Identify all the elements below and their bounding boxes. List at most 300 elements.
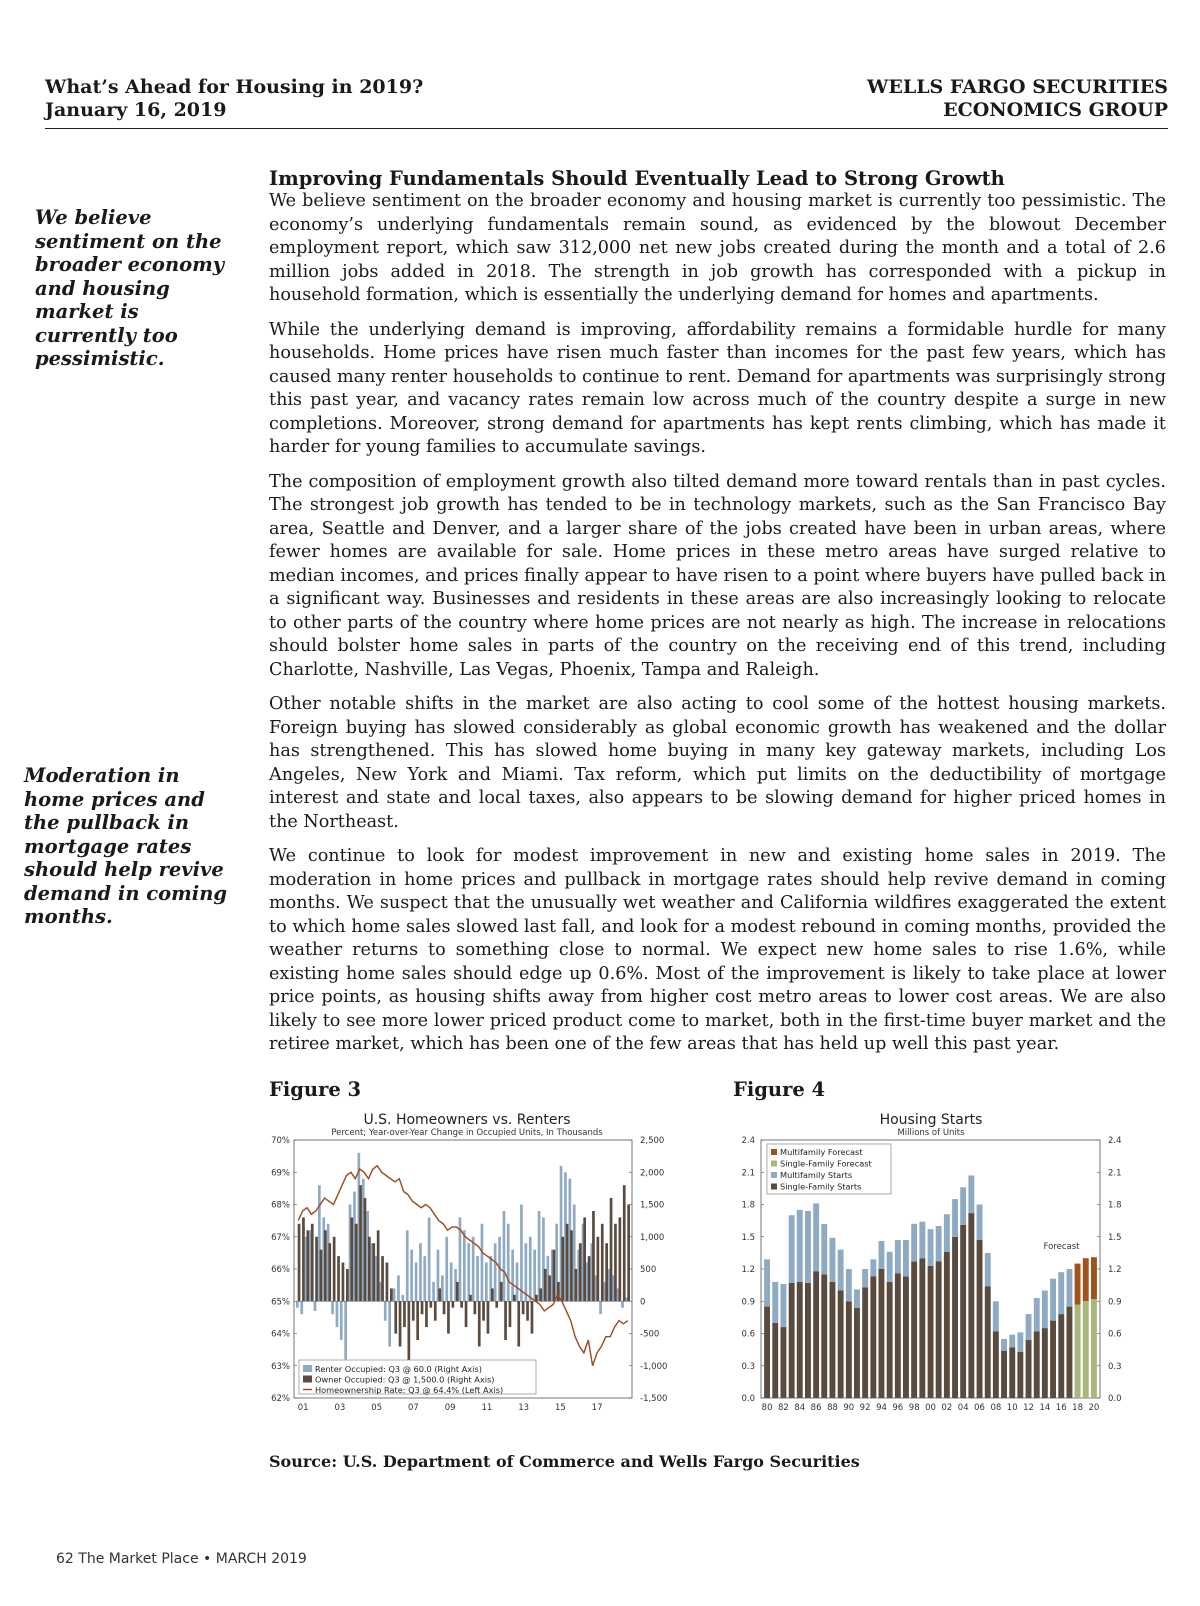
renter-bar: [450, 1263, 453, 1302]
multifamily-bar: [854, 1289, 860, 1307]
chart-title: U.S. Homeowners vs. Renters: [363, 1112, 571, 1128]
single-family-forecast-bar: [1083, 1301, 1089, 1398]
owner-bar: [302, 1217, 305, 1301]
renter-bar: [472, 1237, 475, 1302]
owner-bar: [342, 1263, 345, 1302]
right-axis-tick: 2.1: [1108, 1168, 1122, 1179]
single-family-bar: [903, 1277, 909, 1399]
single-family-bar: [772, 1323, 778, 1398]
single-family-bar: [1009, 1348, 1015, 1399]
single-family-bar: [936, 1262, 942, 1399]
renter-bar: [467, 1243, 470, 1301]
owner-bar: [399, 1301, 402, 1346]
single-family-bar: [846, 1301, 852, 1398]
multifamily-bar: [838, 1250, 844, 1291]
x-axis-tick: 02: [941, 1403, 953, 1413]
multifamily-bar: [789, 1215, 795, 1283]
owner-bar: [456, 1282, 459, 1301]
running-header-left: [45, 76, 423, 122]
owner-bar: [307, 1230, 310, 1301]
paragraph: Other notable shifts in the market are also acting to cool some of the hottest housing markets. Foreign buying has slowed considerably as global economic growth has weakened and the dollar has strengthened. This has slowed home buying in many key gateway markets, including Los Angeles, New York and Miami. Tax reform, which put limits on the deductibility of mortgage interest and state and local taxes, also appears to be slowing demand for higher priced homes in the Northeast.: [269, 694, 1166, 832]
x-axis-tick: 82: [777, 1403, 789, 1413]
x-axis-tick: 14: [1039, 1403, 1051, 1413]
right-axis-tick: 500: [640, 1265, 657, 1275]
paragraph: While the underlying demand is improving, affordability remains a formidable hurdle for many households. Home prices have risen much faster than incomes for the past few years, which has caused many renter households to continue to rent. Demand for apartments was surprisingly strong this past year, and vacancy rates remain low across much of the country despite a surge in new completions. Moreover, strong demand for apartments has kept rents climbing, which has made it harder for young families to accumulate savings.: [269, 319, 1166, 457]
right-axis-tick: 0.3: [1108, 1361, 1122, 1372]
right-axis-tick: -1,000: [640, 1361, 668, 1372]
multifamily-bar: [821, 1224, 827, 1275]
owner-bar: [579, 1243, 582, 1301]
owner-bar: [548, 1275, 551, 1301]
renter-bar: [296, 1301, 299, 1307]
x-axis-tick: 20: [1088, 1403, 1100, 1413]
multifamily-bar: [1026, 1314, 1032, 1340]
x-axis-tick: 04: [957, 1403, 969, 1413]
multifamily-bar: [944, 1214, 950, 1252]
owner-bar: [522, 1301, 525, 1314]
issue-date: MARCH 2019: [215, 1551, 307, 1567]
publication-name: The Market Place: [78, 1551, 199, 1567]
owner-bar: [434, 1301, 437, 1320]
left-axis-tick: 2.1: [741, 1168, 755, 1179]
renter-bar: [538, 1211, 541, 1301]
right-axis-tick: 1,000: [640, 1232, 665, 1243]
multifamily-bar: [968, 1176, 974, 1214]
left-axis-tick: 65%: [271, 1297, 290, 1308]
x-axis-tick: 05: [371, 1403, 383, 1413]
renter-bar: [397, 1275, 400, 1301]
renter-bar: [511, 1250, 514, 1302]
owner-bar: [627, 1205, 630, 1302]
owner-bar: [372, 1243, 375, 1301]
owner-bar: [298, 1224, 301, 1301]
renter-bar: [441, 1275, 444, 1301]
right-axis-tick: 2,000: [640, 1168, 665, 1179]
right-axis-tick: 0.0: [1108, 1394, 1122, 1404]
owner-bar: [359, 1185, 362, 1301]
owner-bar: [474, 1301, 477, 1314]
x-axis-tick: 13: [518, 1403, 530, 1413]
renter-bar: [481, 1224, 484, 1301]
running-header-right: [867, 76, 1168, 122]
housing-starts-chart: [725, 1110, 1165, 1440]
paragraph: We believe sentiment on the broader economy and housing market is currently too pessimistic. The economy’s underlying fundamentals remain sound, as evidenced by the blowout December employment report, which saw 312,000 net new jobs created during the month and a total of 2.6 million jobs added in 2018. The strength in job growth has corresponded with a pickup in household formation, which is essentially the underlying demand for homes and apartments.: [269, 191, 1166, 305]
left-axis-tick: 67%: [271, 1232, 290, 1243]
multifamily-bar: [887, 1252, 893, 1282]
multifamily-bar: [870, 1259, 876, 1276]
multifamily-bar: [977, 1205, 983, 1241]
legend-swatch: [771, 1161, 777, 1167]
right-axis-tick: 1.5: [1108, 1232, 1122, 1243]
section-heading: Improving Fundamentals Should Eventually Lead to Strong Growth: [269, 167, 1005, 190]
right-axis-tick: 0.9: [1108, 1297, 1122, 1308]
renter-bar: [419, 1243, 422, 1301]
multifamily-bar: [813, 1203, 819, 1271]
owner-bar: [355, 1224, 358, 1301]
single-family-bar: [960, 1225, 966, 1398]
x-axis-tick: 10: [1006, 1403, 1018, 1413]
multifamily-bar: [772, 1282, 778, 1323]
renter-bar: [331, 1301, 334, 1314]
legend-swatch: [771, 1184, 777, 1190]
owner-bar: [597, 1237, 600, 1302]
owner-bar: [500, 1282, 503, 1301]
multifamily-bar: [1058, 1272, 1064, 1314]
single-family-bar: [928, 1266, 934, 1398]
x-axis-tick: 17: [591, 1403, 603, 1413]
legend-swatch: [771, 1172, 777, 1178]
x-axis-tick: 08: [990, 1403, 1002, 1413]
renter-bar: [507, 1224, 510, 1301]
renter-bar: [300, 1301, 303, 1314]
owner-bar: [619, 1217, 622, 1301]
owner-bar: [416, 1301, 419, 1340]
owner-bar: [610, 1198, 613, 1301]
multifamily-bar: [936, 1226, 942, 1262]
owner-bar: [386, 1263, 389, 1302]
x-axis-tick: 80: [761, 1403, 773, 1413]
single-family-bar: [944, 1252, 950, 1398]
renter-bar: [388, 1301, 391, 1346]
multifamily-bar: [895, 1240, 901, 1273]
single-family-bar: [1050, 1321, 1056, 1398]
left-axis-tick: 1.5: [741, 1232, 755, 1243]
left-axis-tick: 64%: [271, 1329, 290, 1340]
single-family-bar: [911, 1262, 917, 1399]
renter-bar: [428, 1217, 431, 1301]
single-family-bar: [985, 1286, 991, 1398]
single-family-forecast-bar: [1091, 1299, 1097, 1398]
single-family-bar: [1017, 1352, 1023, 1398]
renter-bar: [525, 1243, 528, 1301]
x-axis-tick: 86: [810, 1403, 822, 1413]
multifamily-bar: [928, 1229, 934, 1266]
single-family-bar: [919, 1258, 925, 1398]
article-body: [269, 168, 1166, 1068]
renter-bar: [520, 1205, 523, 1302]
x-axis-tick: 18: [1072, 1403, 1084, 1413]
legend-swatch: [771, 1149, 777, 1155]
owner-bar: [425, 1301, 428, 1327]
single-family-bar: [977, 1240, 983, 1398]
owner-bar: [430, 1301, 433, 1307]
owner-bar: [364, 1198, 367, 1301]
multifamily-bar: [903, 1240, 909, 1277]
renter-bar: [476, 1256, 479, 1301]
multifamily-bar: [1067, 1269, 1073, 1307]
single-family-bar: [1026, 1340, 1032, 1398]
multifamily-bar: [911, 1224, 917, 1262]
single-family-bar: [1042, 1328, 1048, 1398]
multifamily-bar: [985, 1253, 991, 1286]
owner-bar: [438, 1288, 441, 1301]
owner-bar: [469, 1295, 472, 1301]
owner-bar: [592, 1211, 595, 1301]
single-family-bar: [862, 1287, 868, 1398]
footer-bullet: •: [203, 1551, 212, 1567]
x-axis-tick: 12: [1023, 1403, 1034, 1413]
owner-bar: [553, 1250, 556, 1302]
single-family-bar: [838, 1291, 844, 1399]
multifamily-bar: [993, 1301, 999, 1331]
multifamily-bar: [952, 1199, 958, 1237]
renter-bar: [406, 1230, 409, 1301]
owner-bar: [381, 1256, 384, 1301]
x-axis-tick: 90: [843, 1403, 855, 1413]
multifamily-bar: [781, 1284, 787, 1327]
owner-bar: [315, 1237, 318, 1302]
page-footer: [56, 1551, 307, 1567]
owner-bar: [346, 1269, 349, 1301]
single-family-forecast-bar: [1075, 1305, 1081, 1399]
single-family-bar: [1034, 1331, 1040, 1398]
homeowners-renters-chart: [262, 1110, 687, 1440]
left-axis-tick: 2.4: [741, 1136, 755, 1146]
figure-4-label: Figure 4: [733, 1078, 826, 1101]
chart-title: Housing Starts: [879, 1112, 983, 1128]
single-family-bar: [1058, 1314, 1064, 1398]
renter-bar: [503, 1211, 506, 1301]
report-title: What’s Ahead for Housing in 2019?: [45, 76, 424, 98]
left-axis-tick: 62%: [271, 1394, 290, 1404]
figure-3-chart: [262, 1110, 687, 1440]
x-axis-tick: 94: [876, 1403, 887, 1413]
owner-bar: [526, 1301, 529, 1320]
multifamily-bar: [879, 1241, 885, 1269]
renter-bar: [423, 1256, 426, 1301]
chart-subtitle: Millions of Units: [897, 1128, 965, 1138]
multifamily-bar: [1009, 1335, 1015, 1348]
single-family-bar: [870, 1277, 876, 1399]
renter-bar: [340, 1301, 343, 1340]
owner-bar: [583, 1217, 586, 1301]
owner-bar: [394, 1301, 397, 1333]
owner-bar: [539, 1288, 542, 1301]
owner-bar: [311, 1224, 314, 1301]
owner-bar: [368, 1237, 371, 1302]
right-axis-tick: 0.6: [1108, 1329, 1122, 1340]
single-family-bar: [781, 1327, 787, 1398]
owner-bar: [333, 1237, 336, 1302]
renter-bar: [494, 1243, 497, 1301]
right-axis-tick: -500: [640, 1329, 660, 1340]
renter-bar: [432, 1282, 435, 1301]
owner-bar: [575, 1269, 578, 1301]
right-axis-tick: 0: [640, 1297, 646, 1308]
right-axis-tick: 1.8: [1108, 1200, 1122, 1211]
org-name: WELLS FARGO SECURITIES: [867, 76, 1168, 98]
x-axis-tick: 11: [481, 1403, 493, 1413]
owner-bar: [614, 1224, 617, 1301]
right-axis-tick: 2.4: [1108, 1136, 1122, 1146]
legend-label: Multifamily Forecast: [780, 1147, 863, 1157]
single-family-bar: [887, 1282, 893, 1398]
paragraph: We continue to look for modest improvement in new and existing home sales in 2019. The moderation in home prices and pullback in mortgage rates should help revive demand in coming months. We suspect that the unusually wet weather and California wildfires exaggerated the extent to which home sales slowed last fall, and look for a modest rebound in coming months, provided the weather returns to something close to normal. We expect new home sales to rise 1.6%, while existing home sales should edge up 0.6%. Most of the improvement is likely to take place at lower price points, as housing shifts away from higher cost metro areas to lower cost areas. We are also likely to see more lower priced product come to market, both in the first-time buyer market and the retiree market, which has been one of the few areas that has held up well this past year.: [269, 846, 1166, 1054]
single-family-bar: [952, 1237, 958, 1398]
legend-label: Homeownership Rate: Q3 @ 64.4% (Left Axis): [315, 1385, 504, 1395]
org-group: ECONOMICS GROUP: [943, 99, 1168, 121]
right-axis-tick: 1,500: [640, 1200, 665, 1211]
figure-3-label: Figure 3: [269, 1078, 362, 1101]
single-family-bar: [993, 1331, 999, 1398]
legend-label: Owner Occupied: Q3 @ 1,500.0 (Right Axis): [315, 1374, 495, 1385]
right-axis-tick: 2,500: [640, 1136, 665, 1146]
legend-label: Renter Occupied: Q3 @ 60.0 (Right Axis): [315, 1364, 482, 1374]
x-axis-tick: 16: [1055, 1403, 1067, 1413]
left-axis-tick: 66%: [271, 1265, 290, 1275]
owner-bar: [447, 1301, 450, 1333]
legend-swatch: [303, 1365, 312, 1372]
multifamily-forecast-bar: [1083, 1258, 1089, 1301]
left-axis-tick: 1.2: [741, 1265, 755, 1275]
owner-bar: [531, 1301, 534, 1333]
right-axis-tick: -1,500: [640, 1394, 668, 1404]
owner-bar: [328, 1243, 331, 1301]
owner-bar: [487, 1301, 490, 1333]
renter-bar: [393, 1288, 396, 1301]
owner-bar: [408, 1301, 411, 1366]
sidebar-pull-quote-2: Moderation in home prices and the pullback in mortgage rates should help revive demand in coming months.: [24, 764, 228, 928]
single-family-bar: [830, 1282, 836, 1398]
owner-bar: [465, 1301, 468, 1327]
x-axis-tick: 03: [334, 1403, 346, 1413]
multifamily-bar: [1042, 1291, 1048, 1329]
single-family-bar: [805, 1283, 811, 1398]
single-family-bar: [895, 1273, 901, 1398]
left-axis-tick: 0.6: [741, 1329, 755, 1340]
multifamily-bar: [862, 1269, 868, 1287]
single-family-bar: [789, 1283, 795, 1398]
sidebar-pull-quote-1: We believe sentiment on the broader economy and housing market is currently too pessimistic.: [35, 206, 225, 370]
left-axis-tick: 68%: [271, 1200, 290, 1211]
owner-bar: [491, 1288, 494, 1301]
left-axis-tick: 0.0: [741, 1394, 755, 1404]
renter-bar: [621, 1301, 624, 1307]
owner-bar: [421, 1301, 424, 1314]
multifamily-bar: [797, 1210, 803, 1282]
owner-bar: [517, 1301, 520, 1346]
renter-bar: [516, 1263, 519, 1302]
owner-bar: [570, 1230, 573, 1301]
owner-bar: [588, 1256, 591, 1301]
x-axis-tick: 84: [794, 1403, 806, 1413]
renter-bar: [529, 1237, 532, 1302]
multifamily-bar: [805, 1211, 811, 1283]
owner-bar: [443, 1301, 446, 1314]
single-family-bar: [764, 1307, 770, 1398]
owner-bar: [412, 1301, 415, 1320]
multifamily-bar: [1001, 1339, 1007, 1351]
x-axis-tick: 88: [827, 1403, 838, 1413]
legend-label: Single-Family Starts: [780, 1181, 862, 1192]
legend-label: Multifamily Starts: [780, 1170, 853, 1180]
owner-bar: [460, 1301, 463, 1307]
legend-label: Single-Family Forecast: [780, 1158, 872, 1169]
renter-bar: [445, 1237, 448, 1302]
owner-bar: [623, 1185, 626, 1301]
owner-bar: [452, 1301, 455, 1307]
single-family-bar: [821, 1274, 827, 1398]
multifamily-bar: [1017, 1332, 1023, 1351]
single-family-bar: [813, 1271, 819, 1398]
forecast-annotation: Forecast: [1043, 1241, 1080, 1252]
owner-bar: [478, 1301, 481, 1346]
multifamily-bar: [919, 1222, 925, 1259]
figure-4-chart: [725, 1110, 1165, 1440]
header-rule: [45, 128, 1168, 129]
renter-bar: [402, 1295, 405, 1301]
owner-bar: [566, 1224, 569, 1301]
renter-bar: [533, 1250, 536, 1302]
owner-bar: [495, 1301, 498, 1307]
multifamily-bar: [830, 1238, 836, 1282]
multifamily-bar: [1034, 1298, 1040, 1331]
x-axis-tick: 01: [297, 1403, 309, 1413]
left-axis-tick: 63%: [271, 1361, 290, 1372]
multifamily-forecast-bar: [1091, 1257, 1097, 1299]
renter-bar: [344, 1301, 347, 1359]
chart-subtitle: Percent; Year-over-Year Change in Occupied Units, In Thousands: [331, 1128, 603, 1138]
x-axis-tick: 96: [892, 1403, 904, 1413]
left-axis-tick: 0.9: [741, 1297, 755, 1308]
owner-bar: [535, 1295, 538, 1301]
owner-bar: [513, 1295, 516, 1301]
renter-bar: [485, 1263, 488, 1302]
multifamily-bar: [846, 1269, 852, 1301]
renter-bar: [384, 1301, 387, 1320]
page-number: 62: [56, 1551, 74, 1567]
left-axis-tick: 1.8: [741, 1200, 755, 1211]
single-family-bar: [968, 1213, 974, 1398]
x-axis-tick: 15: [554, 1403, 566, 1413]
owner-bar: [337, 1256, 340, 1301]
owner-bar: [601, 1224, 604, 1301]
single-family-bar: [854, 1308, 860, 1398]
multifamily-bar: [960, 1187, 966, 1225]
left-axis-tick: 70%: [271, 1136, 290, 1146]
left-axis-tick: 69%: [271, 1168, 290, 1179]
renter-bar: [463, 1230, 466, 1301]
owner-bar: [544, 1269, 547, 1301]
multifamily-forecast-bar: [1075, 1264, 1081, 1305]
x-axis-tick: 98: [908, 1403, 920, 1413]
legend-swatch: [303, 1376, 312, 1383]
owner-bar: [605, 1243, 608, 1301]
renter-bar: [314, 1301, 317, 1311]
owner-bar: [504, 1301, 507, 1340]
single-family-bar: [797, 1282, 803, 1398]
x-axis-tick: 06: [974, 1403, 985, 1413]
renter-bar: [599, 1301, 602, 1314]
multifamily-bar: [764, 1259, 770, 1306]
x-axis-tick: 07: [407, 1403, 419, 1413]
left-axis-tick: 0.3: [741, 1361, 755, 1372]
owner-bar: [320, 1250, 323, 1302]
owner-bar: [403, 1301, 406, 1327]
single-family-bar: [879, 1269, 885, 1398]
owner-bar: [390, 1288, 393, 1301]
x-axis-tick: 09: [444, 1403, 456, 1413]
report-date: January 16, 2019: [45, 99, 227, 121]
paragraph: The composition of employment growth also tilted demand more toward rentals than in past cycles. The strongest job growth has tended to be in technology markets, such as the San Francisco Bay area, Seattle and Denver, and a larger share of the jobs created have been in urban areas, where fewer homes are available for sale. Home prices in these metro areas have surged relative to median incomes, and prices finally appear to have risen to a point where buyers have pulled back in a significant way. Businesses and residents in these areas are also increasingly looking to relocate to other parts of the country where home prices are not nearly as high. The increase in relocations should bolster home sales in parts of the country on the receiving end of this trend, including Charlotte, Nashville, Las Vegas, Phoenix, Tampa and Raleigh.: [269, 471, 1166, 680]
single-family-bar: [1001, 1351, 1007, 1398]
owner-bar: [482, 1301, 485, 1320]
renter-bar: [336, 1301, 339, 1327]
owner-bar: [377, 1230, 380, 1301]
figure-source: Source: U.S. Department of Commerce and Wells Fargo Securities: [269, 1452, 860, 1471]
right-axis-tick: 1.2: [1108, 1265, 1122, 1275]
owner-bar: [509, 1301, 512, 1327]
